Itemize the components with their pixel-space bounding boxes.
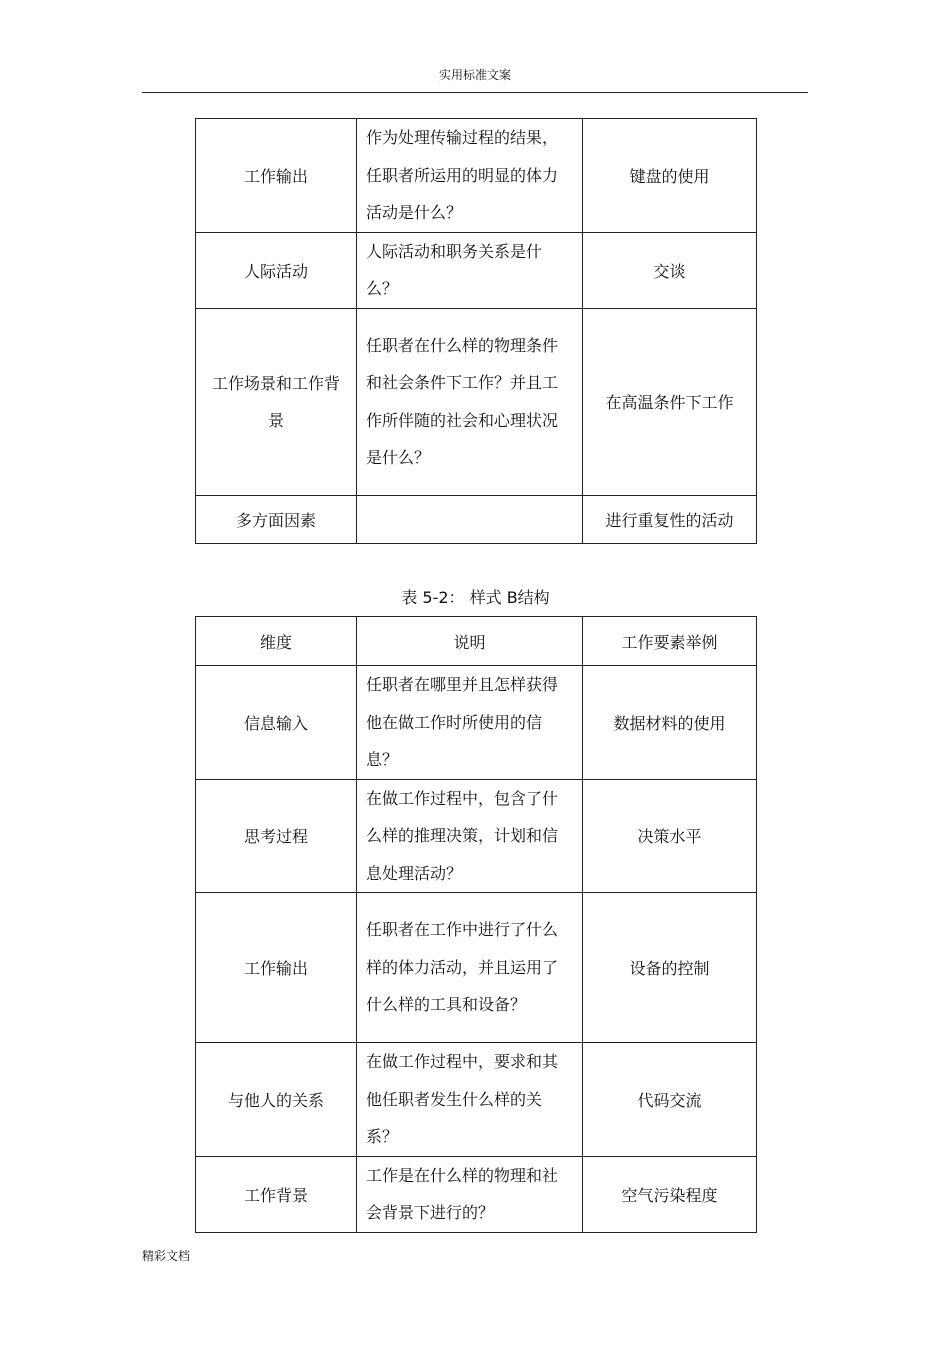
- column-header-dimension: 维度: [196, 617, 357, 666]
- dimension-cell: 信息输入: [196, 666, 357, 780]
- example-cell: 数据材料的使用: [583, 666, 757, 780]
- description-cell: [357, 232, 583, 308]
- column-header-example: 工作要素举例: [583, 617, 757, 666]
- description-text: 工作是在什么样的物理和社会背景下进行的？: [366, 1165, 559, 1222]
- dimension-cell: 工作场景和工作背景: [196, 308, 357, 495]
- example-cell: 设备的控制: [583, 893, 757, 1043]
- example-cell: 进行重复性的活动: [583, 495, 757, 543]
- description-text: 在做工作过程中，要求和其他任职者发生什么样的关系？: [366, 1052, 559, 1146]
- header-title: 实用标准文案: [438, 68, 511, 82]
- description-text: 任职者在工作中进行了什么样的体力活动，并且运用了什么样的工具和设备？: [366, 920, 559, 1015]
- example-cell: 决策水平: [583, 779, 757, 893]
- description-text: 任职者在什么样的物理条件和社会条件下工作？并且工作所伴随的社会和心理状况是什么？: [366, 335, 559, 467]
- footer-label: 精彩文档: [142, 1249, 191, 1263]
- example-cell: 交谈: [583, 232, 757, 308]
- table-row: [196, 893, 757, 1043]
- description-cell: [357, 666, 583, 780]
- table-row: [196, 1043, 757, 1157]
- table-row: [196, 232, 757, 308]
- description-text: 作为处理传输过程的结果，任职者所运用的明显的体力活动是什么？: [366, 128, 559, 222]
- description-cell: [357, 119, 583, 233]
- page-header: [142, 64, 808, 93]
- dimension-cell: 思考过程: [196, 779, 357, 893]
- table-row: [196, 119, 757, 233]
- description-text: 任职者在哪里并且怎样获得他在做工作时所使用的信息？: [366, 675, 559, 769]
- description-cell: [357, 495, 583, 543]
- page-footer: [142, 1247, 190, 1265]
- description-cell: [357, 893, 583, 1043]
- example-cell: 空气污染程度: [583, 1156, 757, 1232]
- description-text: 在做工作过程中，包含了什么样的推理决策，计划和信息处理活动？: [366, 788, 559, 883]
- dimension-cell: 与他人的关系: [196, 1043, 357, 1157]
- table-row: [196, 1156, 757, 1232]
- table-caption: 表 5-2： 样式 B结构: [401, 588, 550, 607]
- table-row: [196, 308, 757, 495]
- description-cell: [357, 779, 583, 893]
- dimension-cell: 工作输出: [196, 119, 357, 233]
- dimension-cell: 工作输出: [196, 893, 357, 1043]
- table-row: [196, 495, 757, 543]
- column-header-description: 说明: [357, 617, 583, 666]
- table-row: [196, 779, 757, 893]
- example-cell: 在高温条件下工作: [583, 308, 757, 495]
- job-element-table-b: [195, 616, 757, 1233]
- table-row: [196, 666, 757, 780]
- description-cell: [357, 1043, 583, 1157]
- description-cell: [357, 1156, 583, 1232]
- table-header-row: [196, 617, 757, 666]
- example-cell: 键盘的使用: [583, 119, 757, 233]
- job-element-table-a: [195, 118, 757, 544]
- description-cell: [357, 308, 583, 495]
- example-cell: 代码交流: [583, 1043, 757, 1157]
- dimension-cell: 人际活动: [196, 232, 357, 308]
- description-text: 人际活动和职务关系是什么？: [366, 241, 543, 298]
- dimension-cell: 多方面因素: [196, 495, 357, 543]
- dimension-cell: 工作背景: [196, 1156, 357, 1232]
